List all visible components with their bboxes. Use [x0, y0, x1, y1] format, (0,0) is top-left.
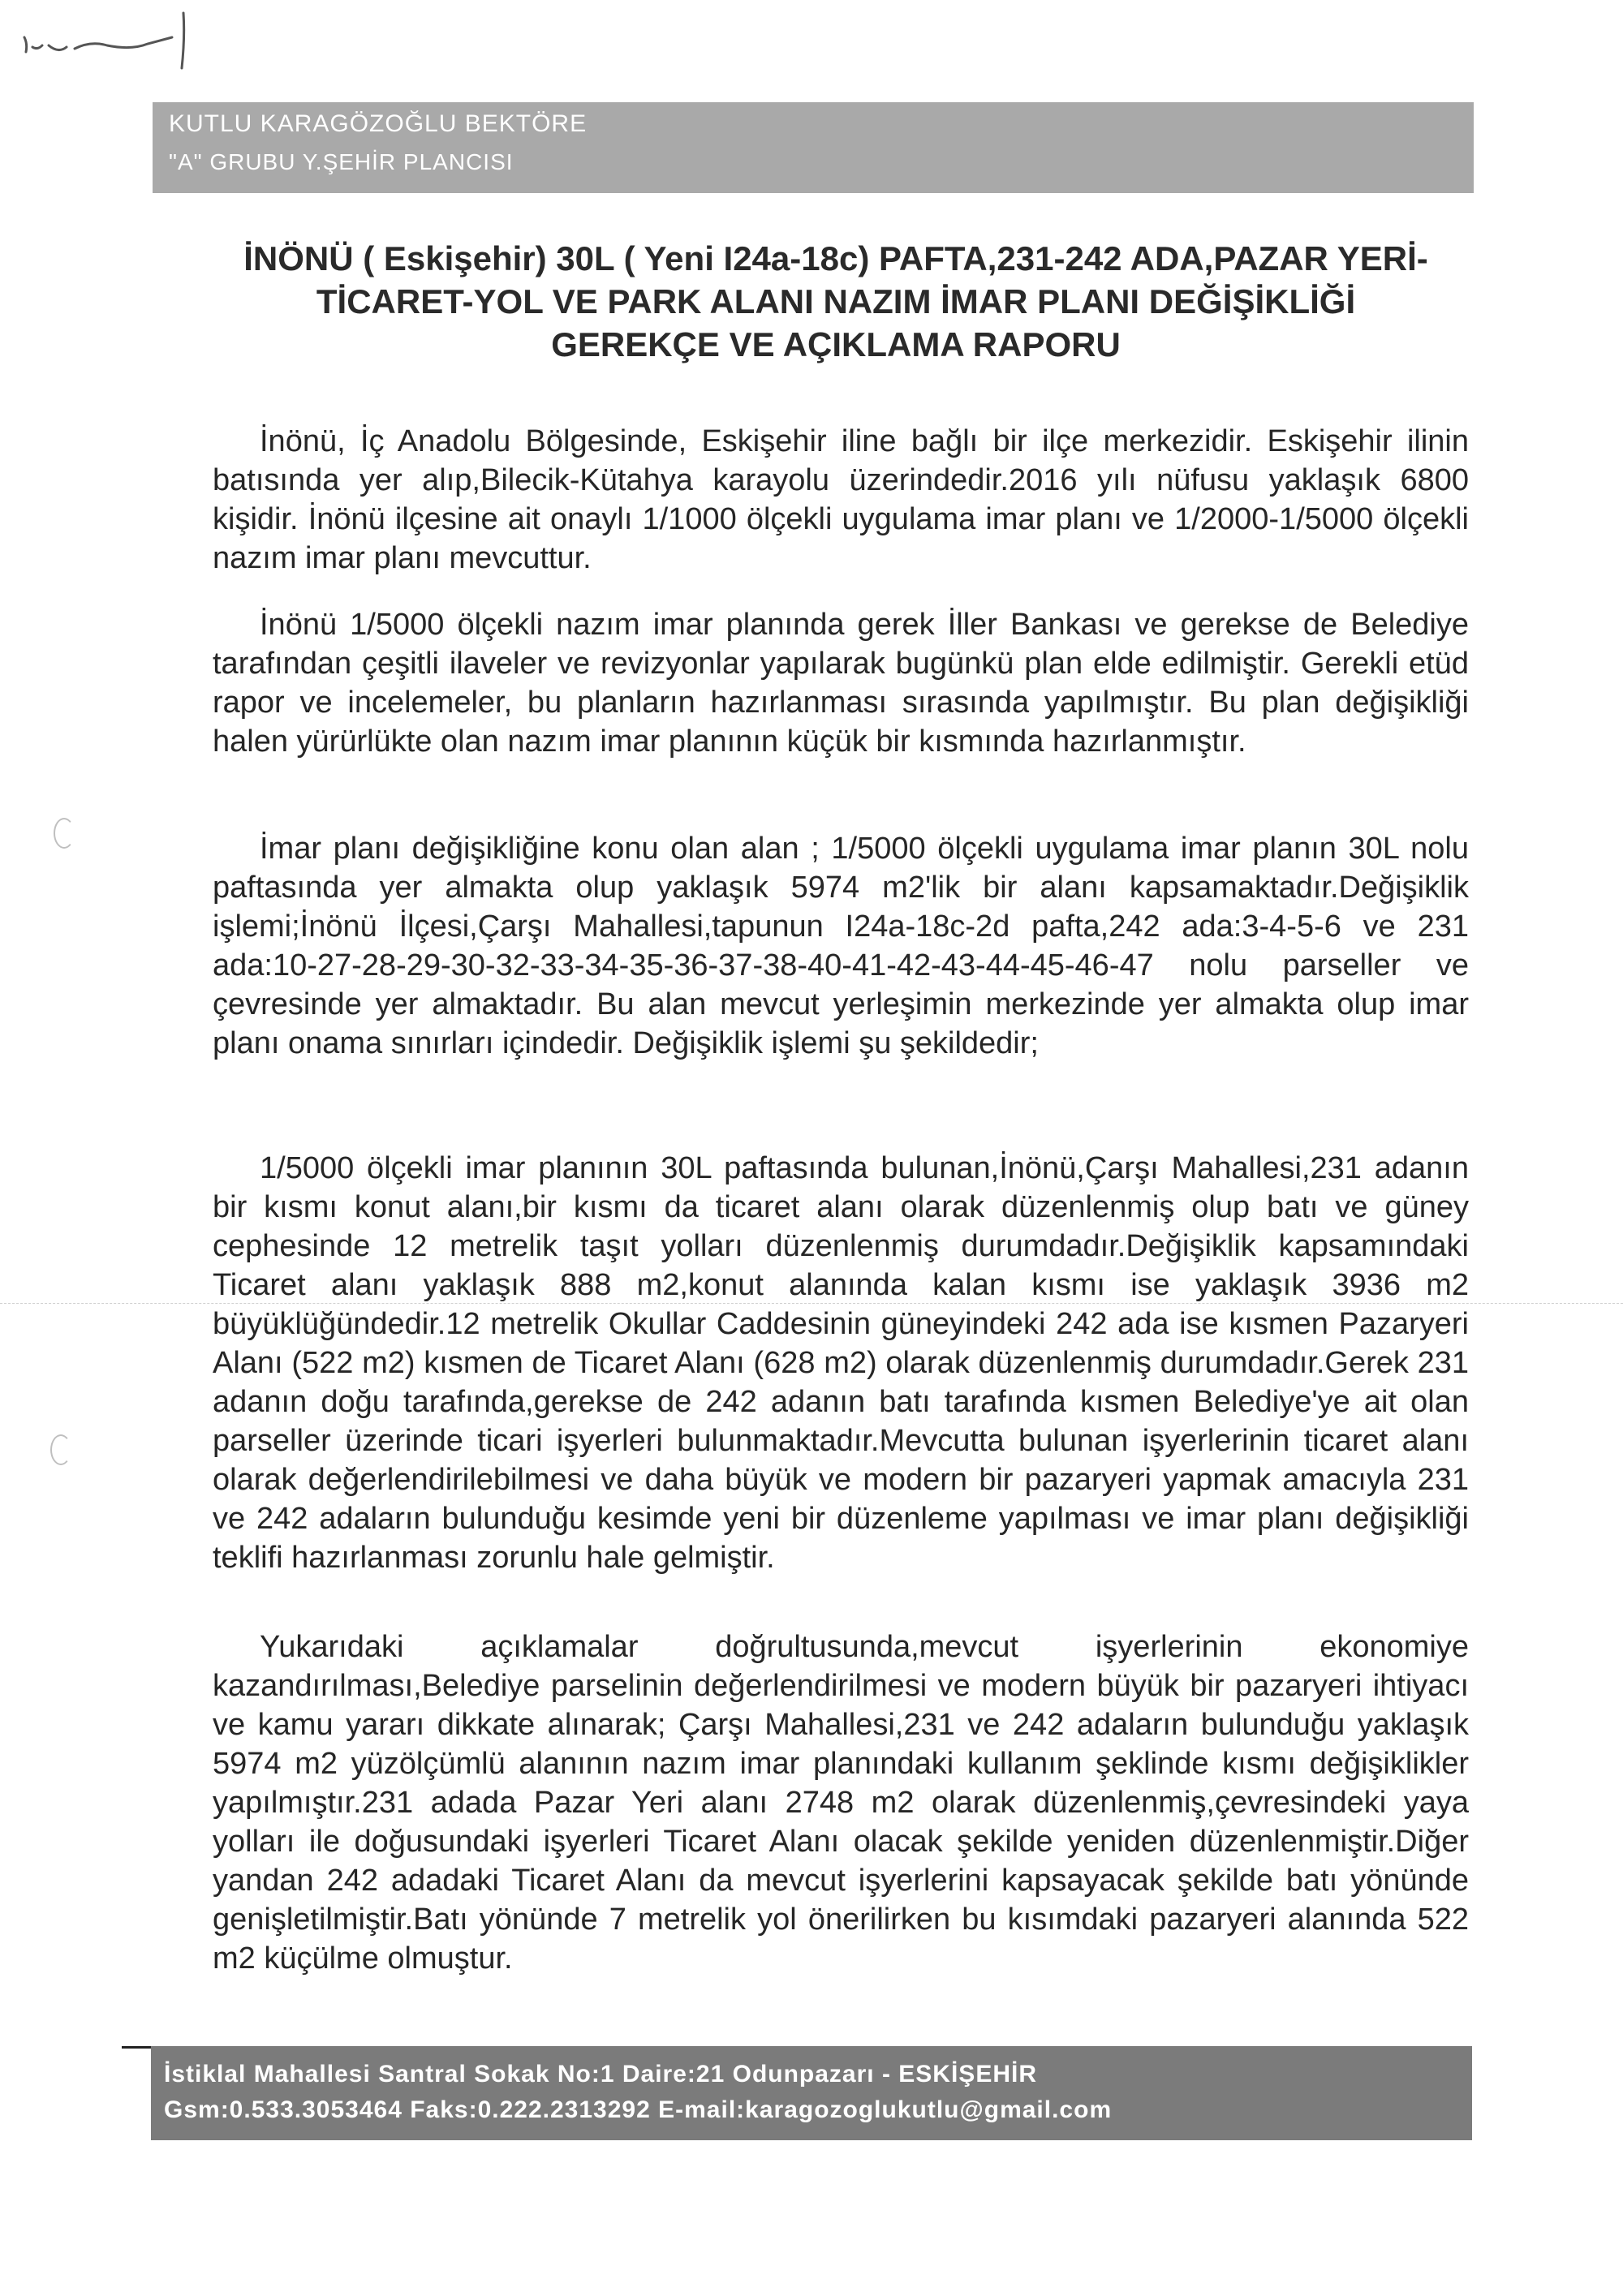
- title-line-1: İNÖNÜ ( Eskişehir) 30L ( Yeni I24a-18c) PAFTA,231-242 ADA,PAZAR YERİ-: [243, 239, 1428, 277]
- paragraph-2: İnönü 1/5000 ölçekli nazım imar planında gerek İller Bankası ve gerekse de Belediye tarafından çeşitli ilaveler ve revizyonlar yapılarak bugünkü plan elde edilmiştir. Gerekli etüd rapor ve incelemeler, bu planların hazırlanması sırasında yapılmıştır. Bu plan değişikliği halen yürürlükte olan nazım imar planının küçük bir kısmında hazırlanmıştır.: [213, 608, 1469, 759]
- planner-name: KUTLU KARAGÖZOĞLU BEKTÖRE: [169, 110, 588, 137]
- letterhead-band: [153, 102, 1474, 193]
- planner-title: "A" GRUBU Y.ŞEHİR PLANCISI: [169, 149, 514, 174]
- fold-line: [0, 1303, 1623, 1304]
- footer-band: [151, 2046, 1472, 2140]
- title-line-3: GEREKÇE VE AÇIKLAMA RAPORU: [551, 325, 1121, 363]
- paragraph-5: Yukarıdaki açıklamalar doğrultusunda,mevcut işyerlerinin ekonomiye kazandırılması,Belediye parselinin değerlendirilmesi ve modern büyük bir pazaryeri ihtiyacı ve kamu yararı dikkate alınarak; Çarşı Mahallesi,231 ve 242 adaların bulunduğu yaklaşık 5974 m2 yüzölçümlü alanının nazım imar planındaki kullanım şeklinde kısmı değişiklikler yapılmıştır.231 adada Pazar Yeri alanı 2748 m2 olarak düzenlenmiş,çevresindeki yaya yolları ile doğusundaki işyerleri Ticaret Alanı olacak şekilde yeniden düzenlenmiştir.Diğer yandan 242 adadaki Ticaret Alanı da mevcut işyerlerini kapsayacak şekilde batı yönünde genişletilmiştir.Batı yönünde 7 metrelik yol önerilirken bu kısımdaki pazaryeri alanında 522 m2 küçülme olmuştur.: [213, 1630, 1469, 1976]
- paragraph-1: İnönü, İç Anadolu Bölgesinde, Eskişehir iline bağlı bir ilçe merkezidir. Eskişehir ilinin batısında yer alıp,Bilecik-Kütahya karayolu üzerindedir.2016 yılı nüfusu yaklaşık 6800 kişidir. İnönü ilçesine ait onaylı 1/1000 ölçekli uygulama imar planı ve 1/2000-1/5000 ölçekli nazım imar planı mevcuttur.: [213, 424, 1469, 575]
- paragraph-3: İmar planı değişikliğine konu olan alan ; 1/5000 ölçekli uygulama imar planın 30L nolu paftasında yer almakta olup yaklaşık 5974 m2'lik bir alanı kapsamaktadır.Değişiklik işlemi;İnönü İlçesi,Çarşı Mahallesi,tapunun I24a-18c-2d pafta,242 ada:3-4-5-6 ve 231 ada:10-27-28-29-30-32-33-34-35-36-37-38-40-41-42-43-44-45-46-47 nolu parseller ve çevresinde yer almaktadır. Bu alan mevcut yerleşimin merkezinde yer almakta olup imar planı onama sınırları içindedir. Değişiklik işlemi şu şekildedir;: [213, 832, 1469, 1060]
- report-title: [162, 237, 1509, 366]
- title-line-2: TİCARET-YOL VE PARK ALANI NAZIM İMAR PLANI DEĞİŞİKLİĞİ: [316, 282, 1356, 320]
- binder-hole-mark: [50, 1434, 71, 1465]
- paragraph-4: 1/5000 ölçekli imar planının 30L paftasında bulunan,İnönü,Çarşı Mahallesi,231 adanın bir kısmı konut alanı,bir kısmı da ticaret alanı olarak düzenlenmiş olup batı ve güney cephesinde 12 metrelik taşıt yolları düzenlenmiş durumdadır.Değişiklik kapsamındaki Ticaret alanı yaklaşık 888 m2,konut alanında kalan kısmı ise yaklaşık 3936 m2 büyüklüğündedir.12 metrelik Okullar Caddesinin güneyindeki 242 ada ise kısmen Pazaryeri Alanı (522 m2) kısmen de Ticaret Alanı (628 m2) olarak düzenlenmiş durumdadır.Gerek 231 adanın doğu tarafında,gerekse de 242 adanın batı tarafında kısmen Belediye'ye ait olan parseller üzerinde ticari işyerleri bulunmaktadır.Mevcutta bulunan işyerlerinin ticaret alanı olarak değerlendirilebilmesi ve daha büyük ve modern bir pazaryeri yapmak amacıyla 231 ve 242 adaların bulunduğu kesimde yeni bir düzenleme yapılması ve imar planı değişikliği teklifi hazırlanması zorunlu hale gelmiştir.: [213, 1151, 1469, 1575]
- binder-hole-mark: [54, 818, 75, 849]
- handwritten-mark: [10, 5, 196, 78]
- footer-rule: [122, 2046, 151, 2049]
- footer-contact: Gsm:0.533.3053464 Faks:0.222.2313292 E-mail:karagozoglukutlu@gmail.com: [164, 2096, 1113, 2123]
- footer-address: İstiklal Mahallesi Santral Sokak No:1 Daire:21 Odunpazarı - ESKİŞEHİR: [164, 2061, 1037, 2087]
